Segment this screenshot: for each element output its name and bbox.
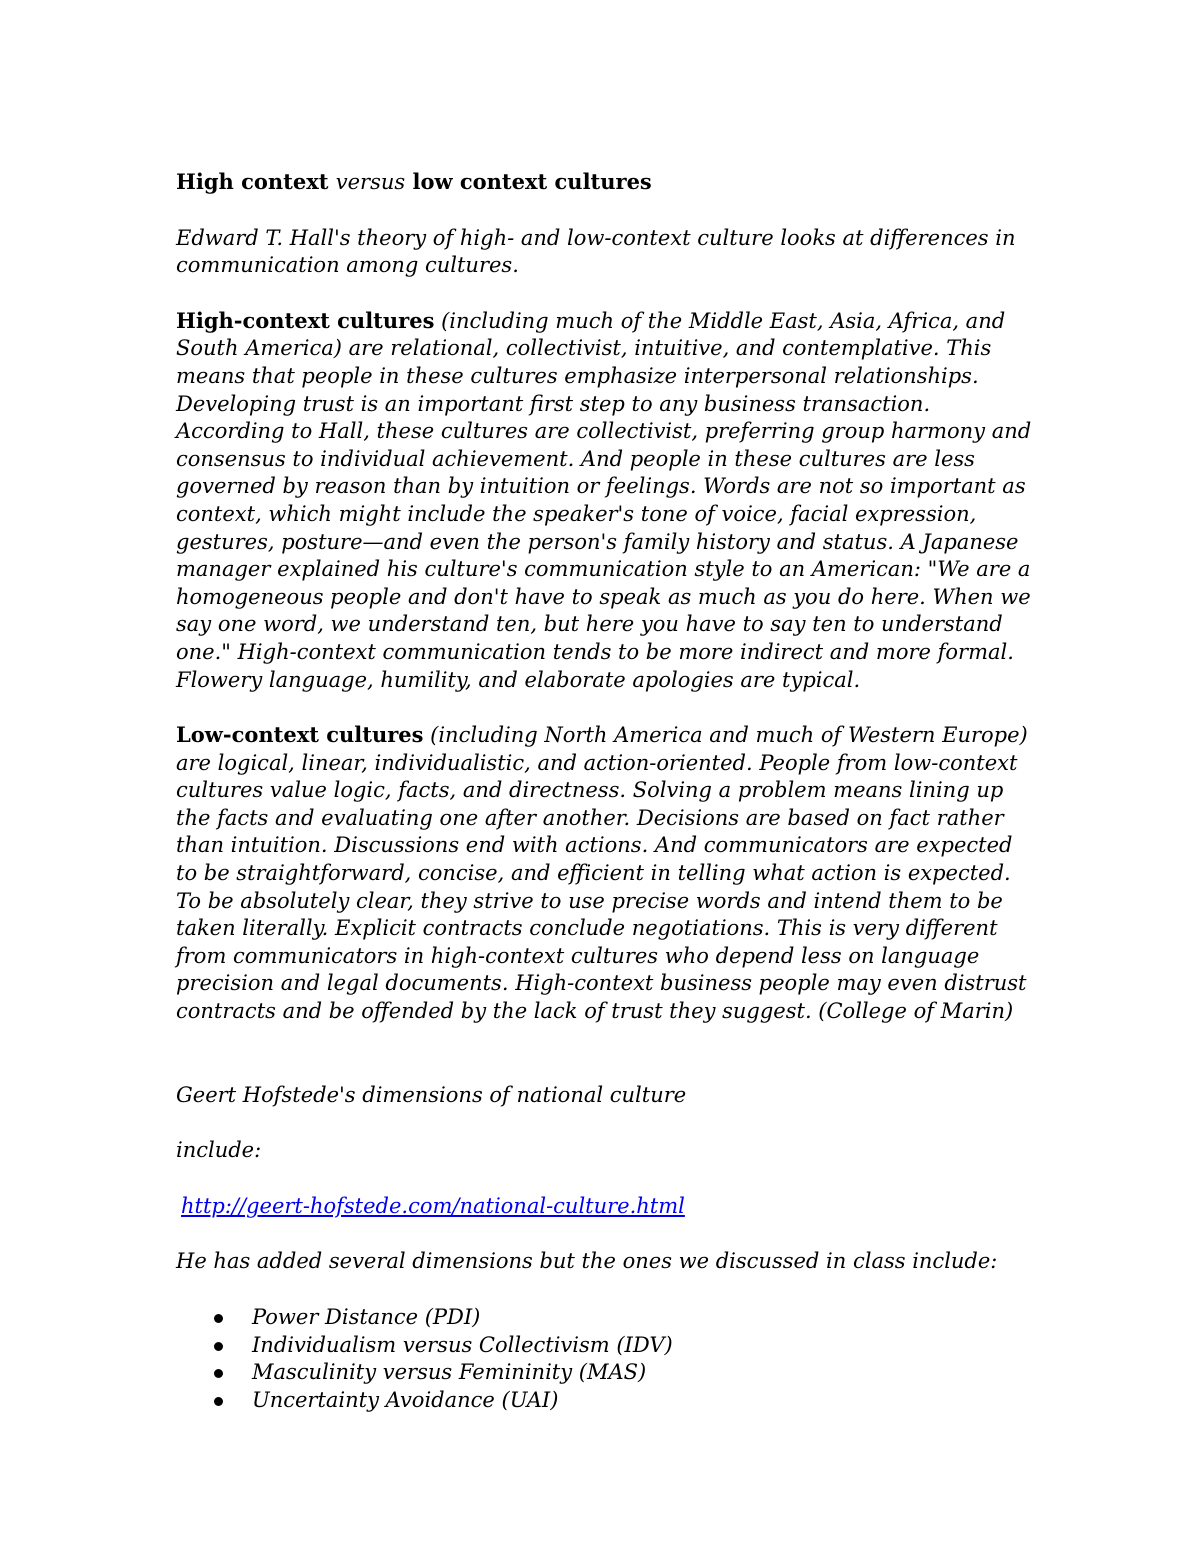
low-context-heading: Low-context cultures [176, 722, 424, 748]
dimensions-list [176, 1304, 1036, 1414]
high-context-body: (including much of the Middle East, Asia, Africa, and South America) are relational, collectivist, intuitive, and contemplative. This means that people in these cultures emphasize interpersonal relationships. Developing trust is an important first step to any business transaction. According to Hall, these cultures are collectivist, preferring group harmony and consensus to individual achievement. And people in these cultures are less governed by reason than by intuition or feelings. Words are not so important as context, which might include the speaker's tone of voice, facial expression, gestures, posture—and even the person's family history and status. A Japanese manager explained his culture's communication style to an American: "We are a homogeneous people and don't have to speak as much as you do here. When we say one word, we understand ten, but here you have to say ten to understand one." High-context communication tends to be more indirect and more formal. Flowery language, humility, and elaborate apologies are typical. [176, 308, 1032, 692]
title-versus: versus [335, 170, 406, 194]
title-part-1: High context [176, 169, 336, 194]
hofstede-lead-in: He has added several dimensions but the ones we discussed in class include: [176, 1249, 998, 1274]
hofstede-link-line [176, 1193, 1036, 1221]
low-context-paragraph [176, 721, 1036, 1026]
low-context-body: (including North America and much of Western Europe) are logical, linear, individualistic, and action-oriented. People from low-context cultures value logic, facts, and directness. Solving a problem means lining up the facts and evaluating one after another. Decisions are based on fact rather than intuition. Discussions end with actions. And communicators are expected to be straightforward, concise, and efficient in telling what action is expected. To be absolutely clear, they strive to use precise words and intend them to be taken literally. Explicit contracts conclude negotiations. This is very different from communicators in high-context cultures who depend less on language precision and legal documents. High-context business people may even distrust contracts and be offended by the lack of trust they suggest. (College of Marin) [176, 723, 1028, 1024]
high-context-heading: High-context cultures [176, 307, 435, 333]
high-context-paragraph [176, 307, 1036, 694]
list-item [176, 1332, 1036, 1360]
title-part-3: low context cultures [405, 169, 652, 194]
list-item [176, 1304, 1036, 1332]
hofstede-heading: Geert Hofstede's dimensions of national culture [176, 1082, 687, 1107]
bullet-icon [214, 1314, 223, 1323]
document-title [176, 168, 1036, 197]
hofstede-include: include: [176, 1138, 262, 1163]
dimension-label: Individualism versus Collectivism (IDV) [252, 1332, 673, 1357]
dimension-label: Masculinity versus Femininity (MAS) [252, 1360, 647, 1385]
bullet-icon [214, 1369, 223, 1378]
list-item [176, 1387, 1036, 1415]
bullet-icon [214, 1342, 223, 1351]
dimension-label: Power Distance (PDI) [252, 1305, 481, 1329]
list-item [176, 1359, 1036, 1387]
bullet-icon [214, 1397, 223, 1406]
hofstede-link[interactable]: http://geert-hofstede.com/national-culture.html [181, 1193, 685, 1218]
document-page [176, 168, 1036, 1414]
dimension-label: Uncertainty Avoidance (UAI) [252, 1387, 559, 1412]
intro-paragraph: Edward T. Hall's theory of high- and low-context culture looks at differences in communication among cultures. [176, 225, 1016, 278]
section-spacer [176, 1026, 1036, 1082]
